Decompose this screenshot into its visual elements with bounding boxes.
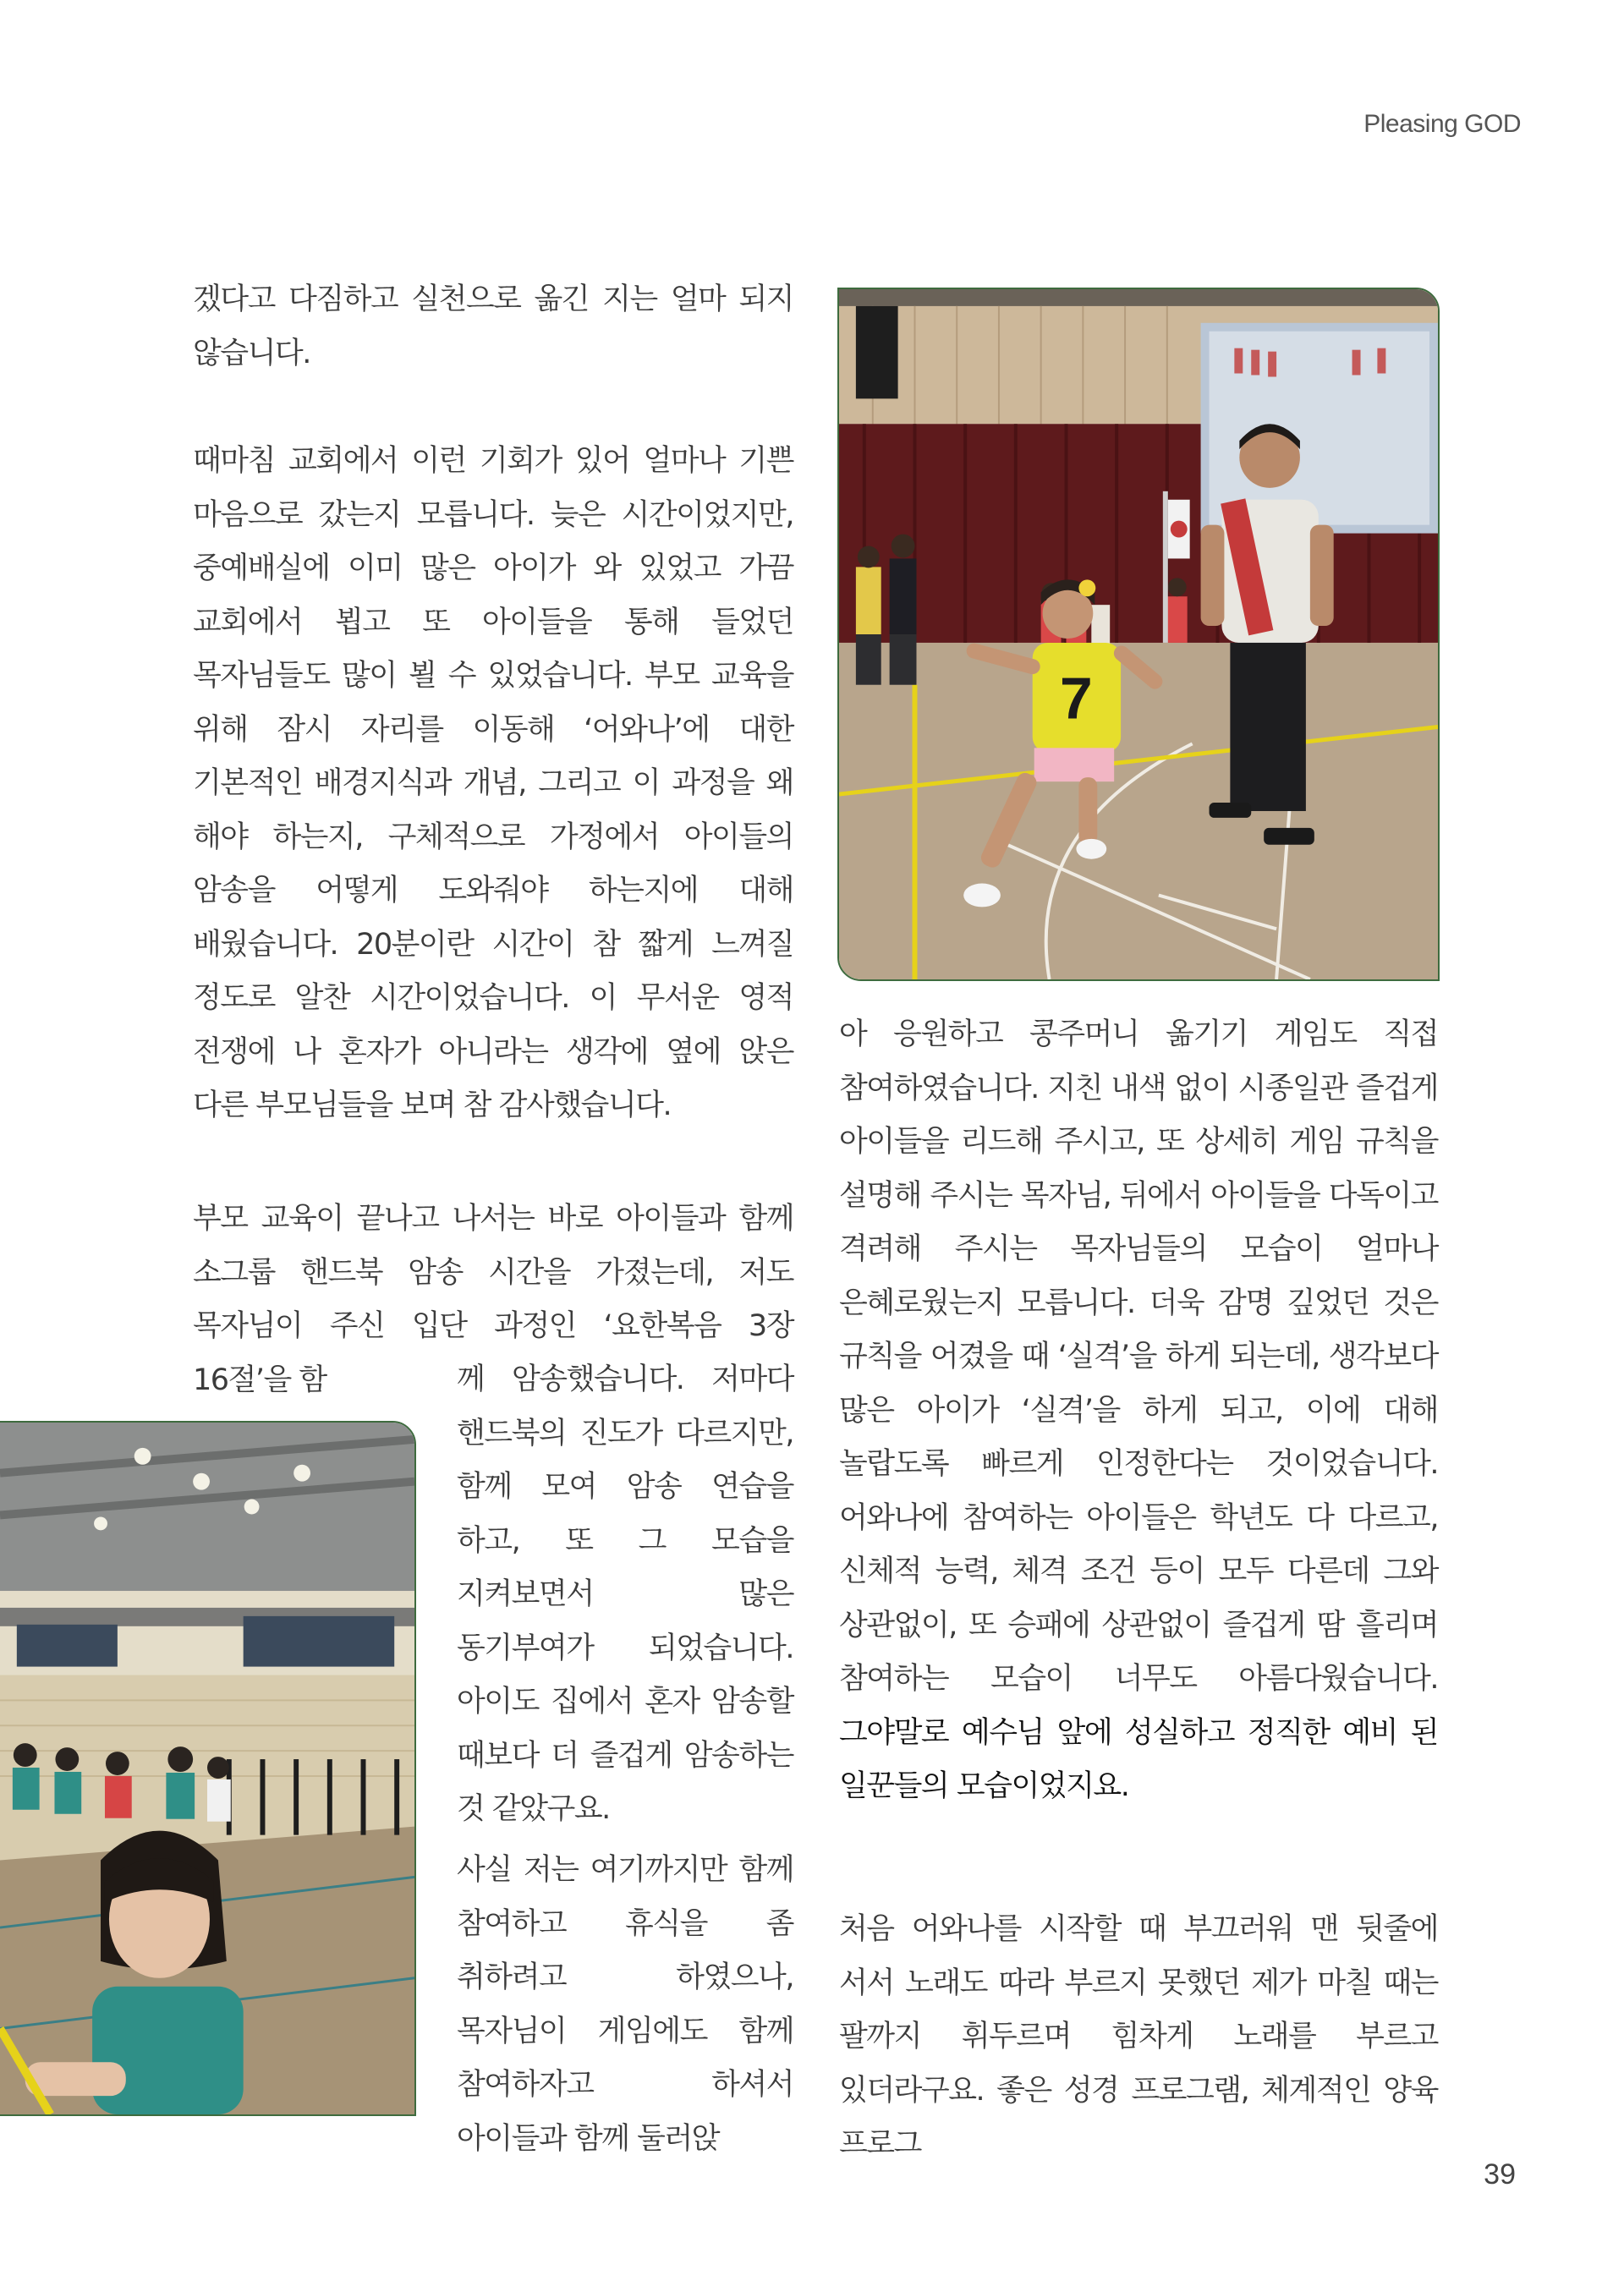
left-paragraph-4: 사실 저는 여기까지만 함께 참여하고 휴식을 좀 취하려고 하였으나, 목자님이 게임에도 함께 참여하자고 하셔서 아이들과 함께 둘러앉 <box>457 1853 793 2156</box>
right-paragraph-1-text: 아 응원하고 콩주머니 옮기기 게임도 직접 참여하였습니다. 지친 내색 없이 시종일관 즐겁게 아이들을 리드해 주시고, 또 상세히 게임 규칙을 설명해 주시는 목자님, 뒤에서 아이들을 다독이고 격려해 주시는 목자님들의 모습이 얼마나 은혜로웠는지 모릅니다. 더욱 감명 깊었던 것은 규칙을 어겼을 때 ‘실격’을 하게 되는데, 생각보다 많은 아이가 ‘실격’을 하게 되고, 이에 대해 놀랍도록 빠르게 인정한다는 것이었습니다. 어와나에 참여하는 아이들은 학년도 다 다르고, 신체적 능력, 체격 조건 등이 모두 다른데 그와 상관없이, 또 승패에 상관없이 즐겁게 땀 흘리며 참여하는 모습이 너무도 아름다웠습니다. <box>839 1017 1438 1696</box>
page-number: 39 <box>1484 2158 1516 2191</box>
running-title: Pleasing GOD <box>1363 110 1521 138</box>
right-paragraph-1 <box>839 1008 1438 1814</box>
left-paragraph-2: 때마침 교회에서 이런 기회가 있어 얼마나 기쁜 마음으로 갔는지 모릅니다. 늦은 시간이었지만, 중예배실에 이미 많은 아이가 와 있었고 가끔 교회에서 뵙고 또 아이들을 통해 들었던 목자님들도 많이 뵐 수 있었습니다. 부모 교육을 위해 잠시 자리를 이동해 ‘어와나’에 대한 기본적인 배경지식과 개념, 그리고 이 과정을 왜 해야 하는지, 구체적으로 가정에서 아이들의 암송을 어떻게 도와줘야 하는지에 대해 배웠습니다. 20분이란 시간이 참 짧게 느껴질 정도로 알찬 시간이었습니다. 이 무서운 영적 전쟁에 나 혼자가 아니라는 생각에 옆에 앉은 다른 부모님들을 보며 참 감사했습니다. <box>193 444 793 1122</box>
right-paragraph-2: 처음 어와나를 시작할 때 부끄러워 맨 뒷줄에 서서 노래도 따라 부르지 못했던 제가 마칠 때는 팔까지 휘두르며 힘차게 노래를 부르고 있더라구요. 좋은 성경 프로그램, 체계적인 양육 프로그 <box>839 1912 1438 2161</box>
left-paragraph-3b: 께 암송했습니다. 저마다 핸드북의 진도가 다르지만, 함께 모여 암송 연습을 하고, 또 그 모습을 지켜보면서 많은 동기부여가 되었습니다. 아이도 집에서 혼자 암송할 때보다 더 즐겁게 암송하는 것 같았구요. <box>457 1363 793 1826</box>
left-paragraph-3a: 부모 교육이 끝나고 나서는 바로 아이들과 함께 소그룹 핸드북 암송 시간을 가졌는데, 저도 목자님이 주신 입단 과정인 ‘요한복음 3장 16절’을 함 <box>193 1202 793 1397</box>
photo-game-leader <box>837 288 1440 981</box>
photo-children-seated <box>0 1421 416 2116</box>
vest-number: 7 <box>1060 665 1093 732</box>
left-paragraph-1: 겠다고 다짐하고 실천으로 옮긴 지는 얼마 되지 않습니다. <box>193 282 793 370</box>
right-paragraph-1-highlight: 그야말로 예수님 앞에 성실하고 정직한 예비 된 일꾼들의 모습이었지요. <box>839 1715 1438 1803</box>
